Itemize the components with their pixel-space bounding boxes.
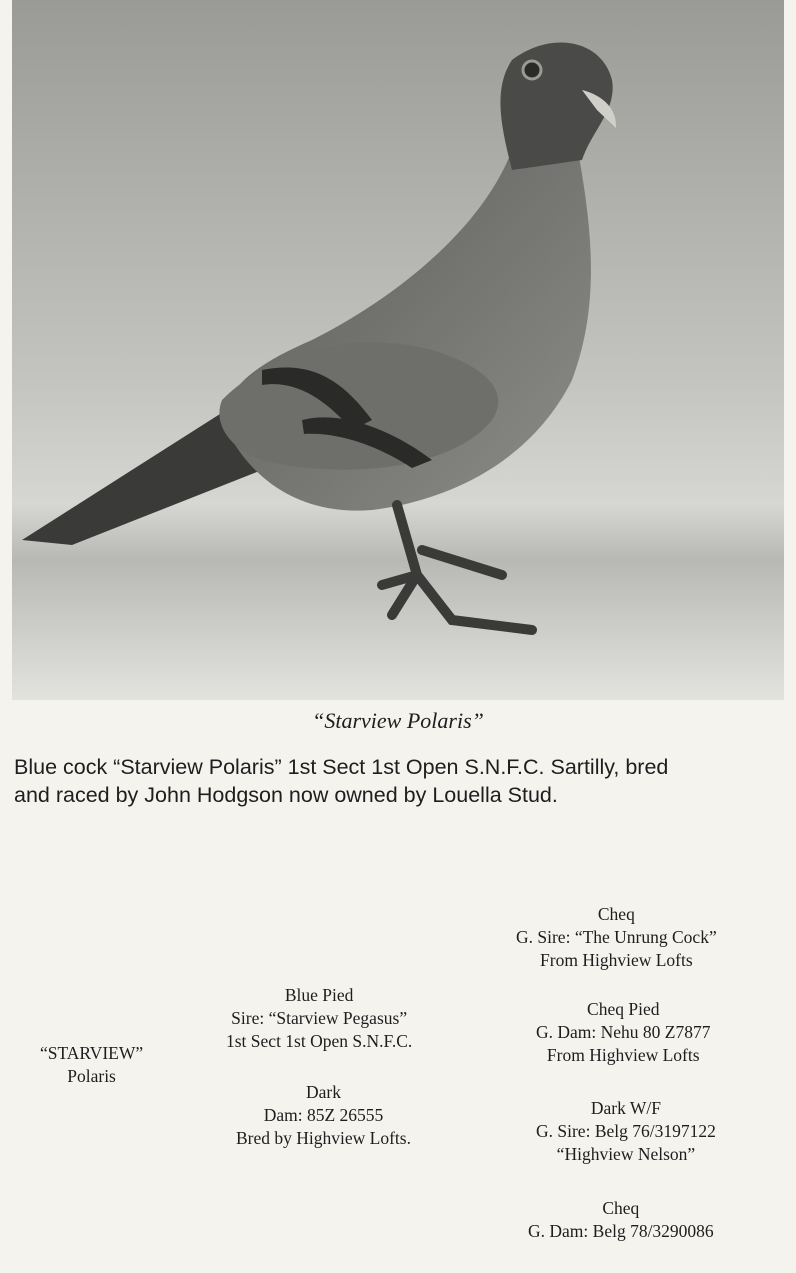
gdam2-name: G. Dam: Belg 78/3290086 (528, 1221, 714, 1241)
gsire2-colour: Dark W/F (590, 1098, 661, 1118)
dam-note: Bred by Highview Lofts. (236, 1128, 411, 1148)
gdam1-note: From Highview Lofts (546, 1045, 700, 1065)
pedigree-dam (236, 1081, 411, 1150)
gsire2-note: “Highview Nelson” (556, 1144, 696, 1164)
gdam1-colour: Cheq Pied (587, 999, 660, 1019)
pedigree-gdam-2 (528, 1197, 714, 1243)
gsire1-note: From Highview Lofts (540, 950, 693, 970)
subject-sub: Polaris (67, 1066, 116, 1086)
pedigree-gsire-1 (516, 903, 717, 972)
gdam2-colour: Cheq (602, 1198, 640, 1218)
show-through-text (20, 800, 24, 817)
gsire1-colour: Cheq (597, 904, 635, 924)
pigeon-photo (12, 0, 784, 700)
description (14, 753, 790, 809)
subject-name: “STARVIEW” (40, 1043, 144, 1063)
pedigree-gsire-2 (536, 1097, 716, 1166)
gsire2-name: G. Sire: Belg 76/3197122 (536, 1121, 716, 1141)
pedigree-sire (226, 984, 412, 1053)
dam-colour: Dark (306, 1082, 341, 1102)
photo-caption: “Starview Polaris” (312, 708, 484, 733)
pedigree-gdam-1 (536, 998, 711, 1067)
sire-note: 1st Sect 1st Open S.N.F.C. (226, 1031, 413, 1051)
dam-name: Dam: 85Z 26555 (263, 1105, 384, 1125)
gdam1-name: G. Dam: Nehu 80 Z7877 (536, 1022, 711, 1042)
description-line: and raced by John Hodgson now owned by Louella Stud. (14, 783, 558, 807)
pigeon-eye (523, 61, 541, 79)
sire-name: Sire: “Starview Pegasus” (231, 1008, 408, 1028)
sire-colour: Blue Pied (284, 985, 354, 1005)
gsire1-name: G. Sire: “The Unrung Cock” (516, 927, 717, 947)
pedigree-subject (40, 1042, 143, 1088)
description-line: Blue cock “Starview Polaris” 1st Sect 1st Open S.N.F.C. Sartilly, bred (14, 755, 669, 779)
